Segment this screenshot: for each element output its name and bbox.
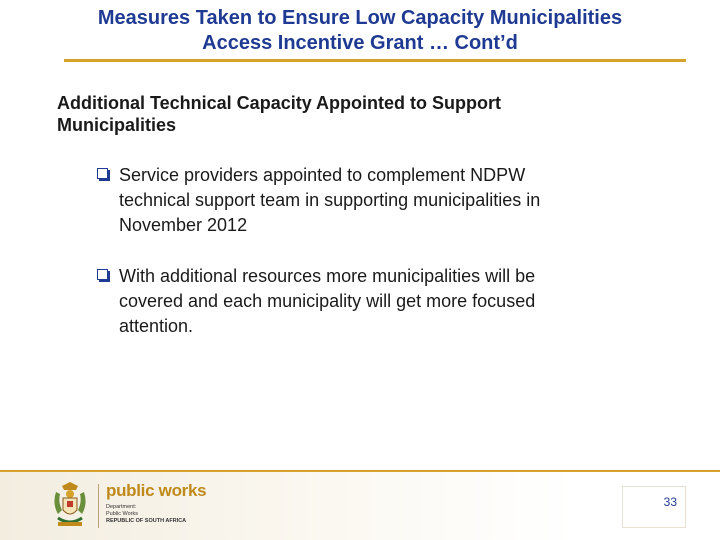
- logo-name: public works: [106, 481, 207, 500]
- slide-title: [0, 6, 720, 56]
- bullet-item: [97, 163, 689, 238]
- bullet-text-line: With additional resources more municipalities will be: [119, 266, 536, 286]
- slide-subtitle-line-1: Additional Technical Capacity Appointed to Support: [57, 93, 502, 113]
- bullet-text-line: attention.: [119, 316, 194, 336]
- page-number: 33: [663, 495, 677, 509]
- bullet-text-line: covered and each municipality will get more focused: [119, 291, 536, 311]
- slide-title-line-1: Measures Taken to Ensure Low Capacity Municipalities: [97, 7, 623, 29]
- logo-divider: [98, 484, 99, 528]
- square-bullet-icon: [97, 168, 108, 179]
- square-bullet-icon: [97, 269, 108, 280]
- slide-title-line-2: Access Incentive Grant … Cont’d: [202, 32, 518, 54]
- public-works-logo: [48, 480, 238, 532]
- slide-subtitle-line-2: Municipalities: [57, 115, 177, 135]
- coat-of-arms-icon: [48, 480, 92, 530]
- title-divider: [64, 59, 686, 62]
- bullet-text-line: Service providers appointed to complement NDPW: [119, 165, 526, 185]
- logo-subline-department: Department:: [106, 504, 137, 510]
- logo-subline-country: REPUBLIC OF SOUTH AFRICA: [106, 518, 187, 524]
- logo-subline-public-works: Public Works: [106, 511, 138, 517]
- slide-subtitle: [57, 92, 657, 136]
- page-number-box: [622, 486, 686, 528]
- bullet-text-line: technical support team in supporting municipalities in: [119, 190, 541, 210]
- bullet-text-line: November 2012: [119, 215, 248, 235]
- bullet-item: [97, 264, 689, 339]
